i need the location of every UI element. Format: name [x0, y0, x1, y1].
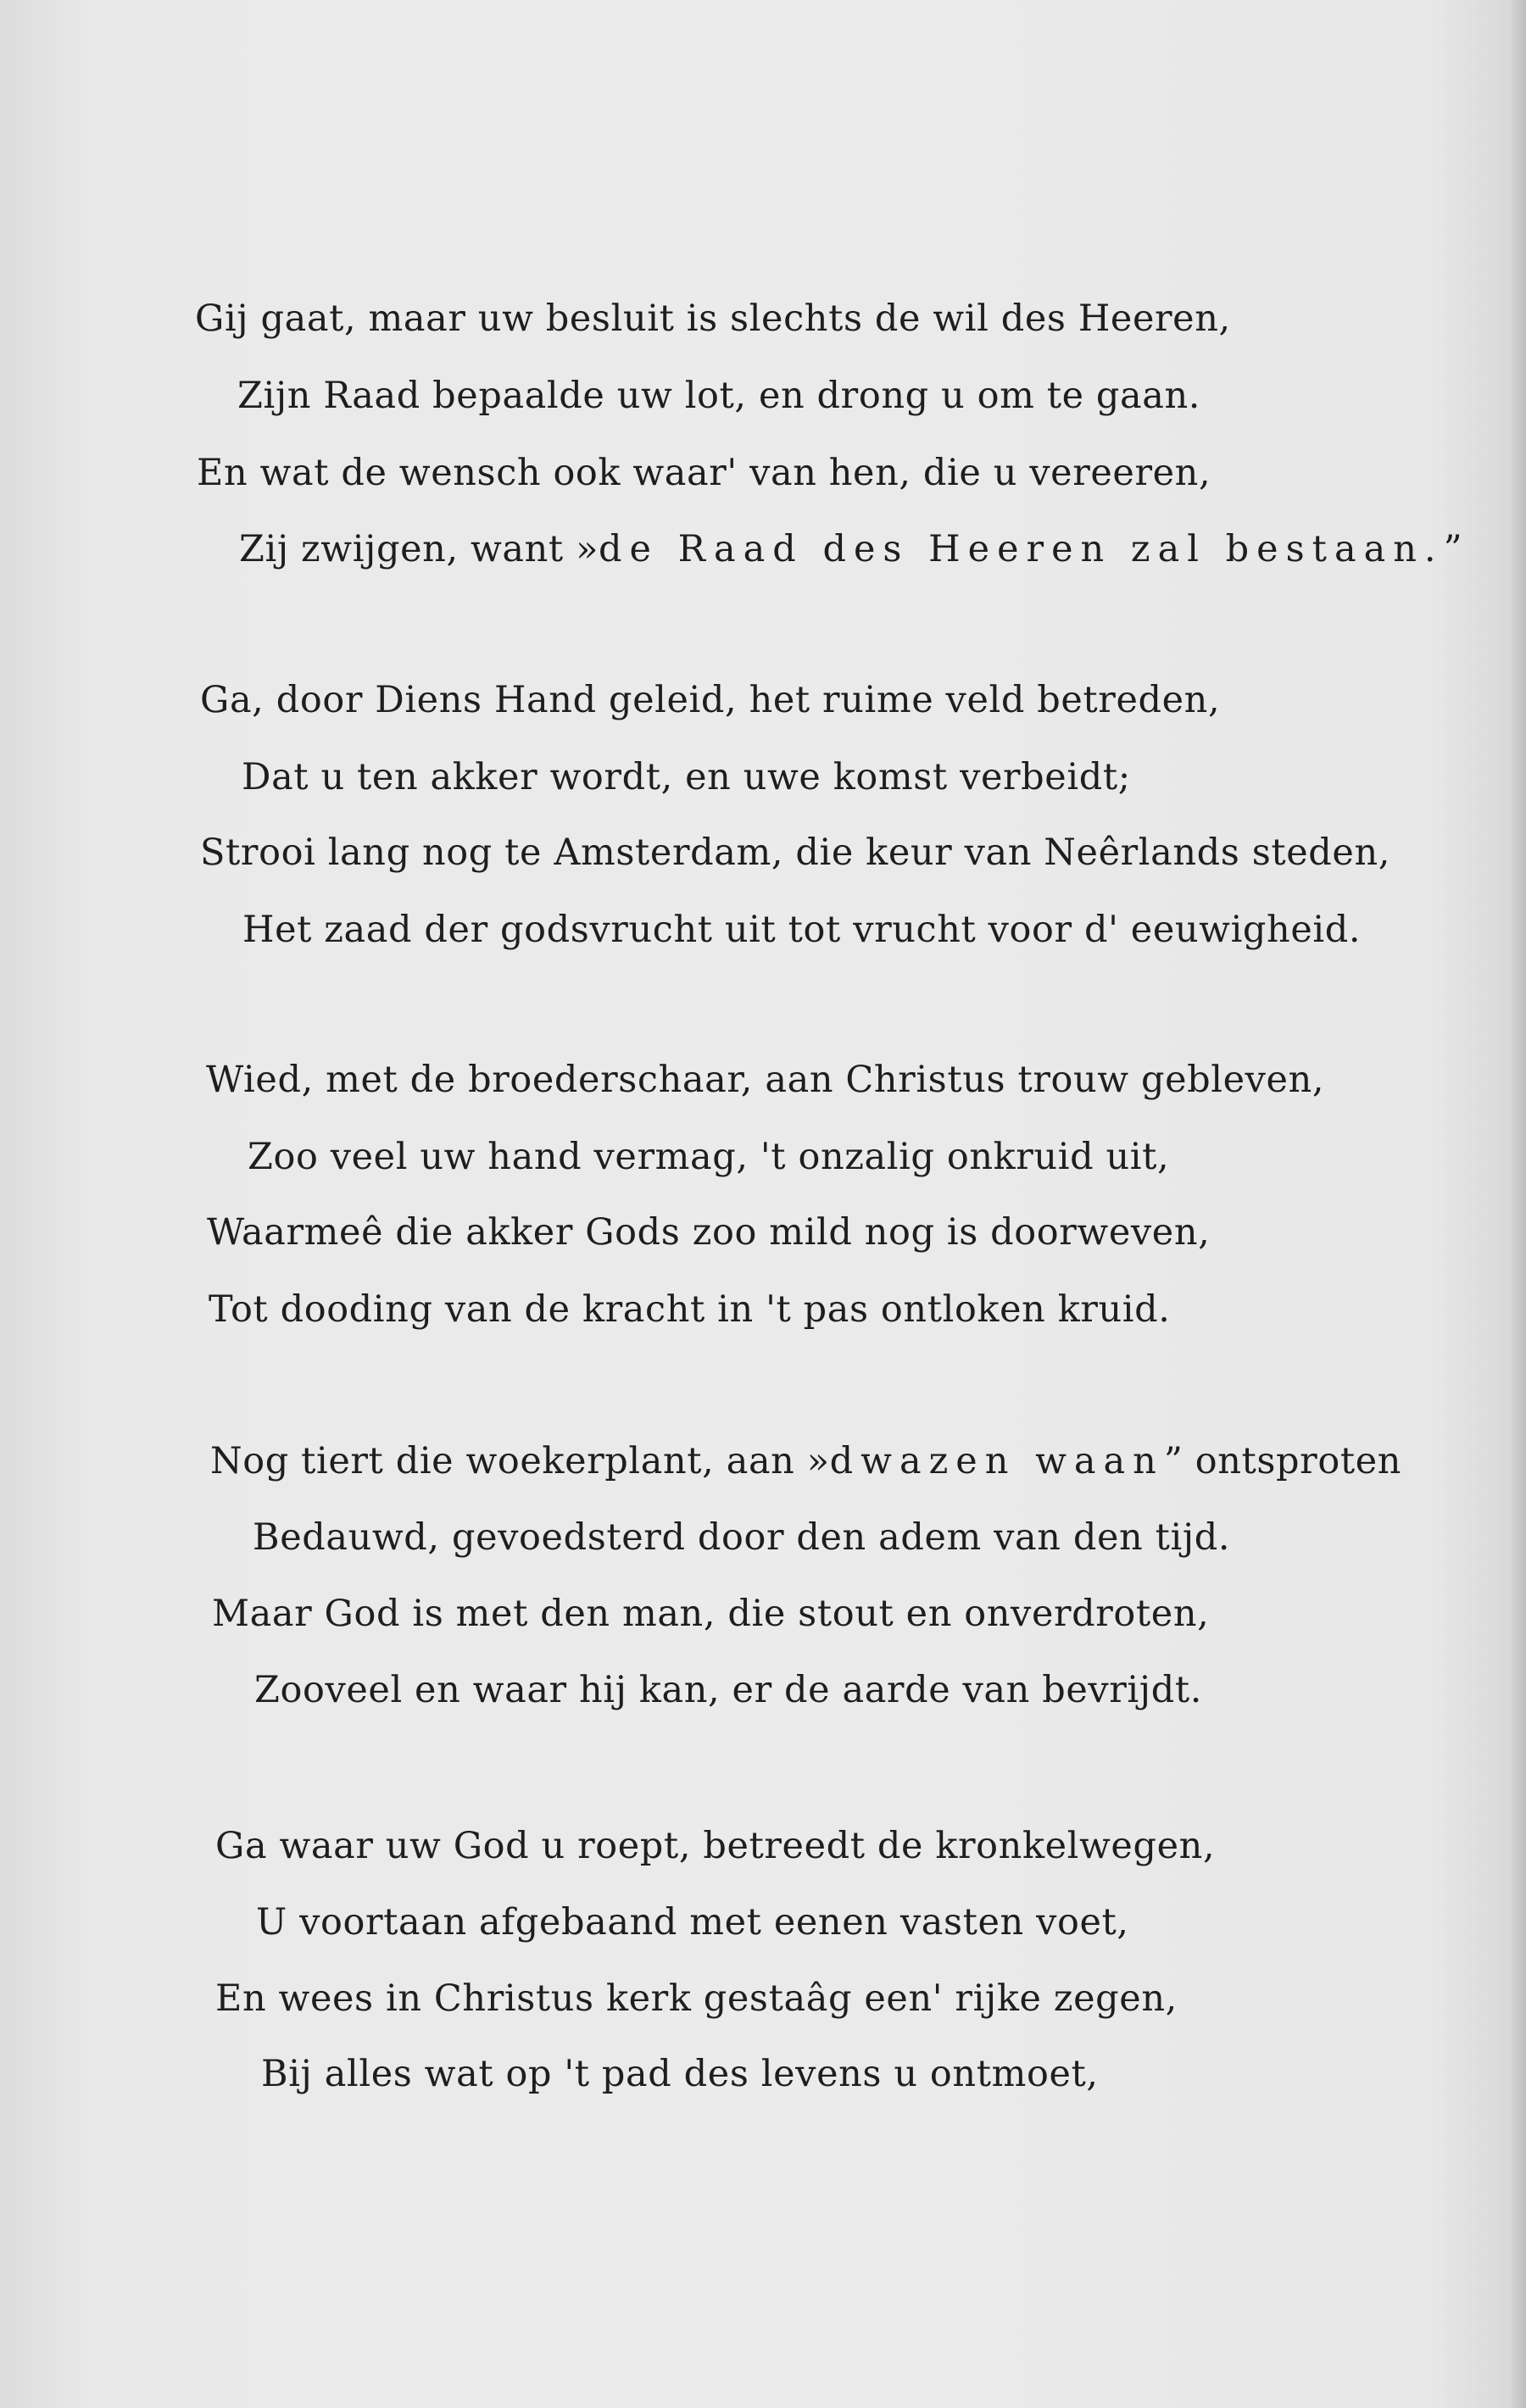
poem-line: Gij gaat, maar uw besluit is slechts de wil des Heeren, — [195, 298, 1231, 340]
poem-line-part: ” — [1443, 528, 1463, 570]
poem-line: Zoo veel uw hand vermag, 't onzalig onkruid uit, — [248, 1136, 1170, 1178]
poem-line: En wees in Christus kerk gestaâg een' rijke zegen, — [215, 1977, 1178, 2020]
poem-line: Waarmeê die akker Gods zoo mild nog is doorweven, — [207, 1211, 1211, 1254]
poem-line: En wat de wensch ook waar' van hen, die u vereeren, — [197, 452, 1211, 494]
poem-line: Tot dooding van de kracht in 't pas ontloken kruid. — [209, 1288, 1171, 1331]
poem-line: Zooveel en waar hij kan, er de aarde van bevrijdt. — [254, 1669, 1202, 1711]
poem-line: Bedauwd, gevoedsterd door den adem van den tijd. — [253, 1516, 1231, 1559]
poem-line — [239, 527, 1462, 571]
poem-line: Bij alles wat op 't pad des levens u ontmoet, — [261, 2053, 1099, 2095]
poem-line: Maar God is met den man, die stout en onverdroten, — [212, 1593, 1210, 1635]
poem-line-part: Zij zwijgen, want » — [239, 528, 599, 570]
poem-line: Ga waar uw God u roept, betreedt de kronkelwegen, — [215, 1825, 1216, 1867]
poem-line-emphasis: de Raad des Heeren zal bestaan. — [598, 528, 1444, 570]
poem-line-emphasis: dwazen waan — [829, 1440, 1164, 1482]
poem-line: Strooi lang nog te Amsterdam, die keur van Neêrlands steden, — [200, 831, 1391, 874]
poem-line — [210, 1439, 1401, 1483]
poem-line: Dat u ten akker wordt, en uwe komst verbeidt; — [242, 756, 1131, 798]
poem-line: Het zaad der godsvrucht uit tot vrucht voor d' eeuwigheid. — [242, 909, 1362, 951]
poem-line-part: Nog tiert die woekerplant, aan » — [210, 1440, 830, 1482]
poem-line: U voortaan afgebaand met eenen vasten voet, — [256, 1901, 1129, 1944]
poem-line: Ga, door Diens Hand geleid, het ruime veld betreden, — [200, 679, 1221, 721]
poem-line: Zijn Raad bepaalde uw lot, en drong u om te gaan. — [237, 375, 1201, 417]
poem-line-part: ” ontsproten — [1163, 1440, 1402, 1482]
poem-line: Wied, met de broederschaar, aan Christus trouw gebleven, — [206, 1059, 1325, 1101]
